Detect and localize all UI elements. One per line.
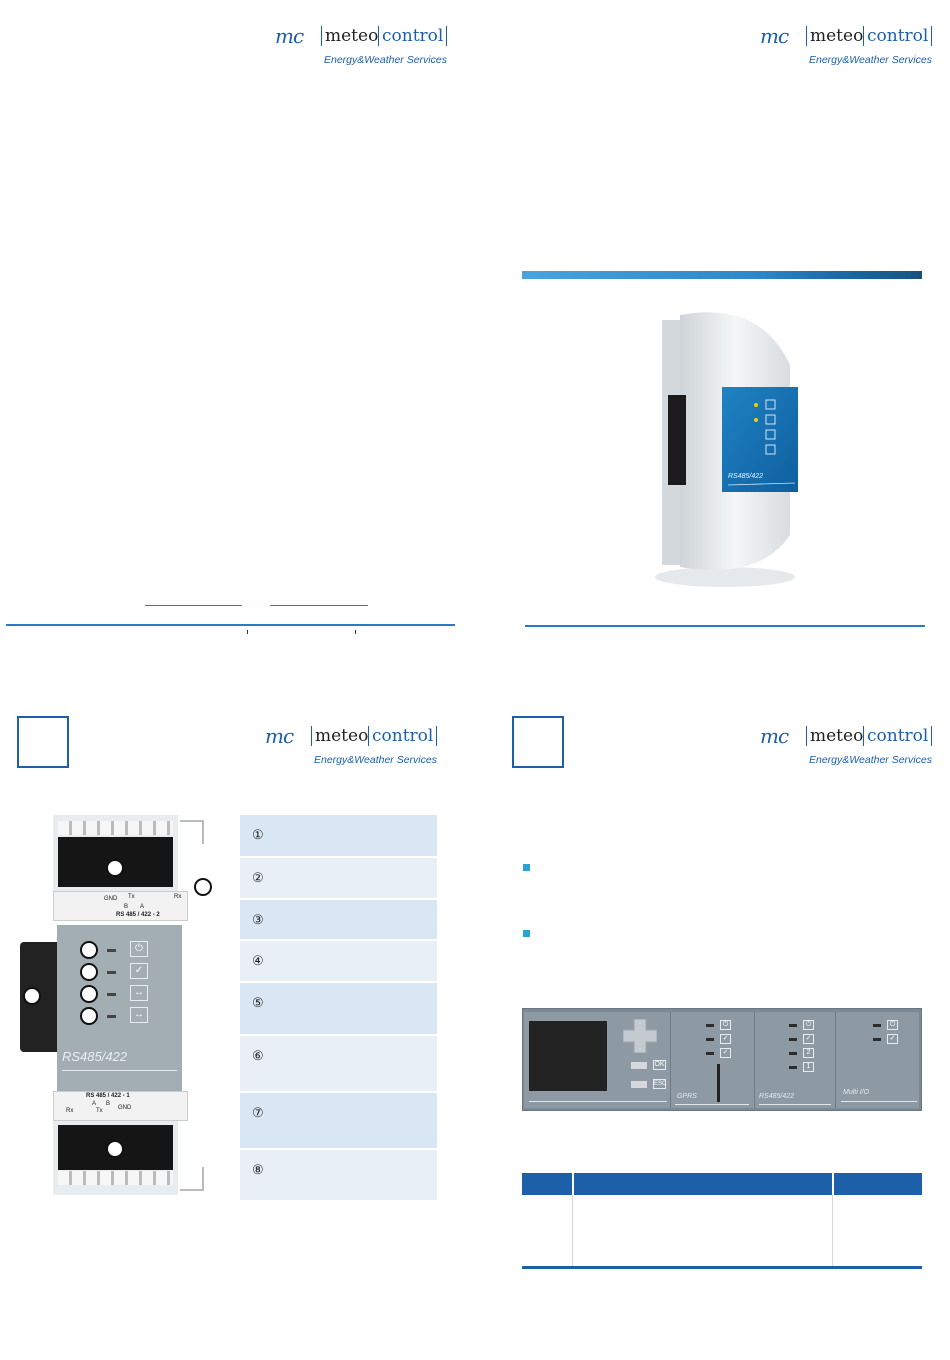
tick-mark: [247, 630, 248, 634]
legend-row: [240, 1093, 437, 1150]
callout-2: [194, 878, 212, 896]
status-led: [107, 1015, 116, 1018]
table-header: [522, 1173, 922, 1195]
logo-word-control: control: [368, 726, 437, 746]
strip-label: GND: [104, 896, 118, 902]
link-underline-2[interactable]: [270, 605, 368, 606]
callout-4: [80, 941, 98, 959]
panel-arrow-line: [62, 1070, 177, 1071]
status-led: [873, 1024, 881, 1027]
legend-number: ③: [252, 912, 264, 927]
legend-row: [240, 1150, 437, 1202]
power-icon: ⏻: [130, 941, 148, 957]
check-icon: ✓: [720, 1048, 731, 1058]
front-panel: [57, 925, 182, 1095]
strip-label: Rx: [174, 894, 182, 900]
logo-word-meteo: meteo: [311, 726, 368, 746]
divider-line: [841, 1101, 917, 1102]
gateway-strip: [522, 1008, 922, 1111]
gprs-label: GPRS: [677, 1093, 697, 1100]
strip-label: GND: [118, 1105, 132, 1111]
lcd-display: [529, 1021, 607, 1091]
check-icon: ✓: [803, 1034, 814, 1044]
check-icon: ✓: [720, 1034, 731, 1044]
divider-line: [529, 1101, 667, 1102]
bullet-marker: [523, 864, 530, 871]
brand-logo: [265, 722, 455, 772]
table-bottom-rule: [522, 1266, 922, 1269]
strip-label: B: [124, 904, 129, 910]
arrows-icon: ↔: [130, 1007, 148, 1023]
callout-1: [106, 859, 124, 877]
status-led: [789, 1066, 797, 1069]
device-photo-label: RS485/422: [728, 473, 764, 480]
strip-label: Tx: [96, 1108, 103, 1114]
legend-row: [240, 1036, 437, 1093]
brand-logo: [760, 722, 950, 772]
legend-number: ⑤: [252, 995, 264, 1010]
ok-button[interactable]: OK: [654, 1061, 665, 1068]
column-divider: [572, 1195, 573, 1267]
latch-top: [180, 820, 204, 844]
legend-table: [240, 815, 437, 1202]
port-1-icon: 1: [803, 1062, 814, 1072]
logo-tagline: Energy&Weather Services: [324, 54, 447, 66]
rs485-label: RS485/422: [759, 1093, 795, 1100]
esc-button[interactable]: ESC: [654, 1081, 667, 1087]
logo-word-control: control: [863, 726, 932, 746]
logo-word-control: control: [378, 26, 447, 46]
ok-led: [631, 1062, 647, 1069]
column-divider: [832, 1195, 833, 1267]
sim-slot: [717, 1064, 720, 1102]
bullet-marker: [523, 930, 530, 937]
check-icon: ✓: [130, 963, 148, 979]
status-led: [789, 1038, 797, 1041]
strip-label: Tx: [128, 894, 135, 900]
status-led: [706, 1038, 714, 1041]
logo-word-meteo: meteo: [806, 26, 863, 46]
check-icon: ✓: [887, 1034, 898, 1044]
callout-8: [106, 1140, 124, 1158]
callout-5: [80, 963, 98, 981]
strip-label: A: [140, 904, 145, 910]
tick-mark: [355, 630, 356, 634]
legend-number: ①: [252, 827, 264, 842]
logo-mark: mc: [275, 24, 304, 48]
strip-label: B: [106, 1101, 111, 1107]
logo-tagline: Energy&Weather Services: [809, 54, 932, 66]
arrows-icon: ↔: [130, 985, 148, 1001]
legend-row: [240, 900, 437, 941]
legend-number: ②: [252, 870, 264, 885]
status-led: [706, 1024, 714, 1027]
strip-caption: RS 485 / 422 - 1: [86, 1093, 130, 1099]
top-label-strip: [53, 891, 188, 921]
cover-gradient-bar: [522, 271, 922, 279]
callout-3: [23, 987, 41, 1005]
power-icon: ⏻: [803, 1020, 814, 1030]
legend-number: ⑧: [252, 1162, 264, 1177]
device-photo: [640, 305, 800, 595]
logo-mark: mc: [760, 24, 789, 48]
multi-io-label: Multi I/O: [843, 1089, 870, 1096]
esc-led: [631, 1081, 647, 1088]
page1-footer-rule: [6, 624, 455, 626]
logo-tagline: Energy&Weather Services: [314, 754, 437, 766]
brand-logo: [760, 22, 950, 72]
status-led: [107, 993, 116, 996]
strip-caption: RS 485 / 422 - 2: [116, 912, 160, 918]
status-led: [873, 1038, 881, 1041]
power-icon: ⏻: [720, 1020, 731, 1030]
strip-label: Rx: [66, 1108, 74, 1114]
panel-label: RS485/422: [62, 1049, 128, 1064]
page-number-box: [17, 716, 69, 768]
logo-tagline: Energy&Weather Services: [809, 754, 932, 766]
terminal-screws-bottom: [58, 1171, 173, 1185]
divider-line: [675, 1104, 749, 1105]
logo-mark: mc: [760, 724, 789, 748]
status-led: [706, 1052, 714, 1055]
legend-row: [240, 858, 437, 900]
page-number-box: [512, 716, 564, 768]
logo-word-meteo: meteo: [806, 726, 863, 746]
bottom-label-strip: [53, 1091, 188, 1121]
page2-footer-rule: [525, 625, 925, 627]
callout-6: [80, 985, 98, 1003]
power-icon: ⏻: [887, 1020, 898, 1030]
column-divider: [572, 1173, 574, 1195]
column-divider: [832, 1173, 834, 1195]
logo-word-control: control: [863, 26, 932, 46]
status-led: [107, 971, 116, 974]
legend-number: ⑦: [252, 1105, 264, 1120]
status-led: [789, 1052, 797, 1055]
module-diagram: [20, 815, 215, 1200]
strip-label: A: [92, 1101, 97, 1107]
terminal-screws-top: [58, 821, 173, 835]
callout-7: [80, 1007, 98, 1025]
status-led: [789, 1024, 797, 1027]
legend-number: ⑥: [252, 1048, 264, 1063]
direction-pad-icon[interactable]: [623, 1019, 657, 1053]
status-led: [107, 949, 116, 952]
legend-row: [240, 983, 437, 1036]
legend-row: [240, 815, 437, 858]
port-2-icon: 2: [803, 1048, 814, 1058]
brand-logo: [275, 22, 465, 72]
logo-mark: mc: [265, 724, 294, 748]
link-underline-1[interactable]: [145, 605, 242, 606]
legend-row: [240, 941, 437, 983]
logo-word-meteo: meteo: [321, 26, 378, 46]
latch-bottom: [180, 1167, 204, 1191]
legend-number: ④: [252, 953, 264, 968]
divider-line: [759, 1104, 831, 1105]
